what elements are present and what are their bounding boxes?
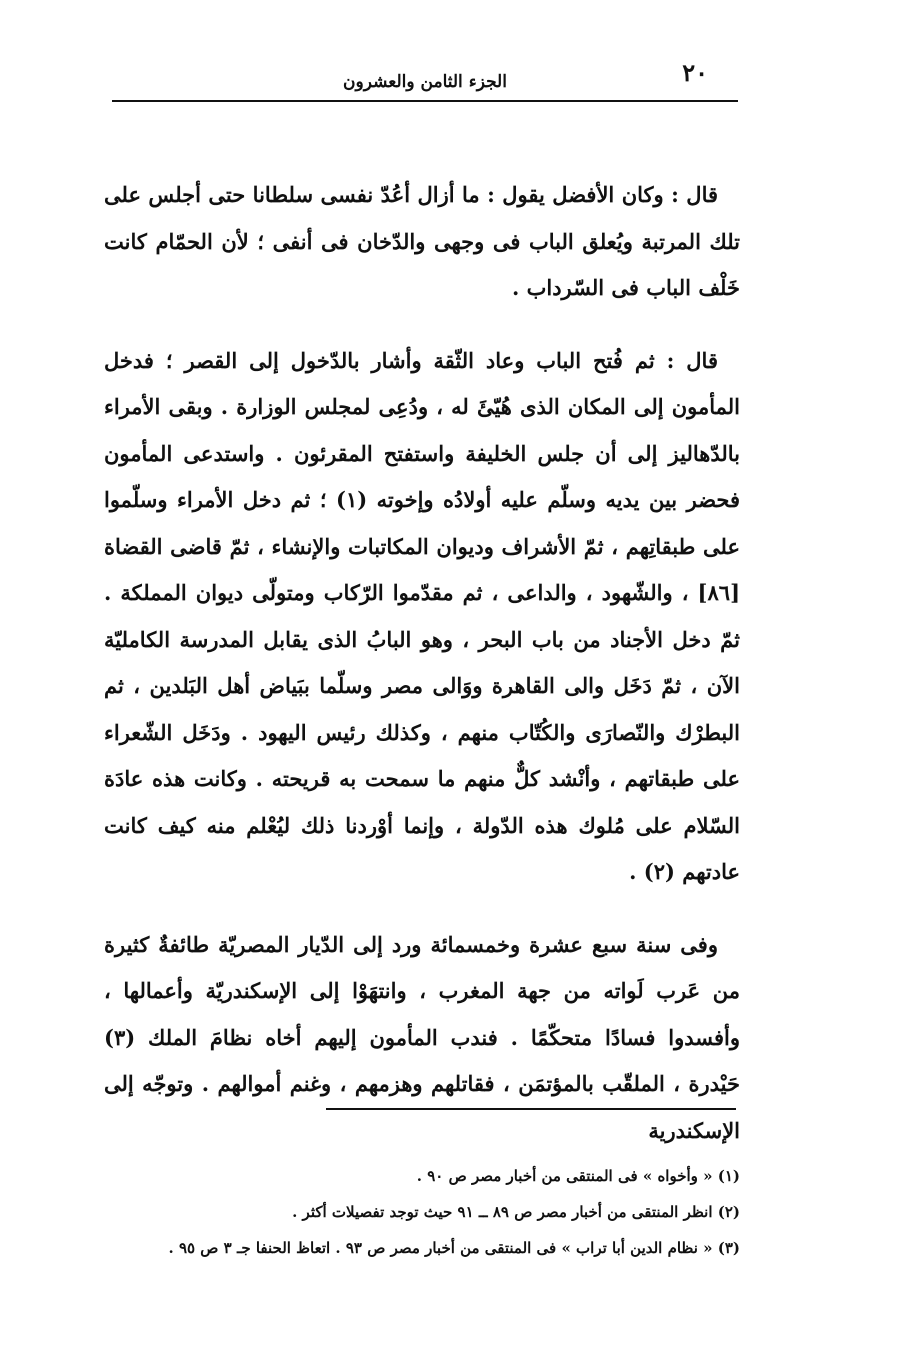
paragraph: قال : ثم فُتح الباب وعاد الثّقة وأشار بالدّخول إلى القصر ؛ فدخل المأمون إلى المكان الذى هُيّئَ له ، ودُعِى لمجلس الوزارة . وبقى الأمراء بالدّهاليز إلى أن جلس الخليفة واستفتح المقرئون . واستدعى المأمون فحضر بين يديه وسلّم عليه أولادُه وإخوته (١) ؛ ثم دخل الأمراء وسلّموا على طبقاتِهم ، ثمّ الأشراف وديوان المكاتبات والإنشاء ، ثمّ قاضى القضاة [٨٦] ، والشّهود ، والداعى ، ثم مقدّموا الرّكاب ومتولّى ديوان المملكة . ثمّ دخل الأجناد من باب البحر ، وهو البابُ الذى يقابل المدرسة الكامليّة الآن ، ثمّ دَخَل والى القاهرة ووَالى مصر وسلّما ببَياض أهل البَلدين ، ثم البطرْك والنّصارَى والكُتّاب منهم ، وكذلك رئيس اليهود . ودَخَل الشّعراء على طبقاتهم ، وأنْشد كلٌّ منهم ما سمحت به قريحته . وكانت هذه عادَة السّلام على مُلوك هذه الدّولة ، وإنما أوْردنا ذلك ليُعْلم منه كيف كانت عادتهم (٢) . — [104, 347, 740, 884]
footnote: (٣) « نظام الدين أبا تراب » فى المنتقى من أخبار مصر ص ٩٣ . اتعاظ الحنفا جـ ٣ ص ٩٥ . — [168, 1239, 740, 1257]
footnote-rule — [326, 1108, 736, 1110]
footnote: (٢) انظر المنتقى من أخبار مصر ص ٨٩ ــ ٩١ حيث توجد تفصيلات أكثر . — [292, 1203, 740, 1221]
page-number: ٢٠ — [682, 58, 708, 87]
paragraph: قال : وكان الأفضل يقول : ما أزال أعُدّ نفسى سلطانا حتى أجلس على تلك المرتبة ويُعلق الباب فى وجهى والدّخان فى أنفى ؛ لأن الحمّام كانت خَلْف الباب فى السّرداب . — [104, 182, 740, 300]
footnote: (١) « وأخواه » فى المنتقى من أخبار مصر ص ٩٠ . — [416, 1167, 740, 1185]
running-title: الجزء الثامن والعشرون — [343, 72, 507, 92]
paragraph: وفى سنة سبع عشرة وخمسمائة ورد إلى الدّيار المصريّة طائفةٌ كثيرة من عَرب لَواته من جهة المغرب ، وانتهَوْا إلى الإسكندريّة وأعمالها ، وأفسدوا فسادًا متحكّمًا . فندب المأمون إليهم أخاه نظامَ الملك (٣) حَيْدرة ، الملقّب بالمؤتمَن ، فقاتلهم وهزمهم ، وغنم أموالهم . وتوجّه إلى الإسكندرية — [104, 931, 740, 1143]
page-header — [112, 58, 738, 100]
footnotes — [118, 1158, 740, 1266]
main-text — [104, 172, 740, 1154]
header-rule — [112, 100, 738, 102]
